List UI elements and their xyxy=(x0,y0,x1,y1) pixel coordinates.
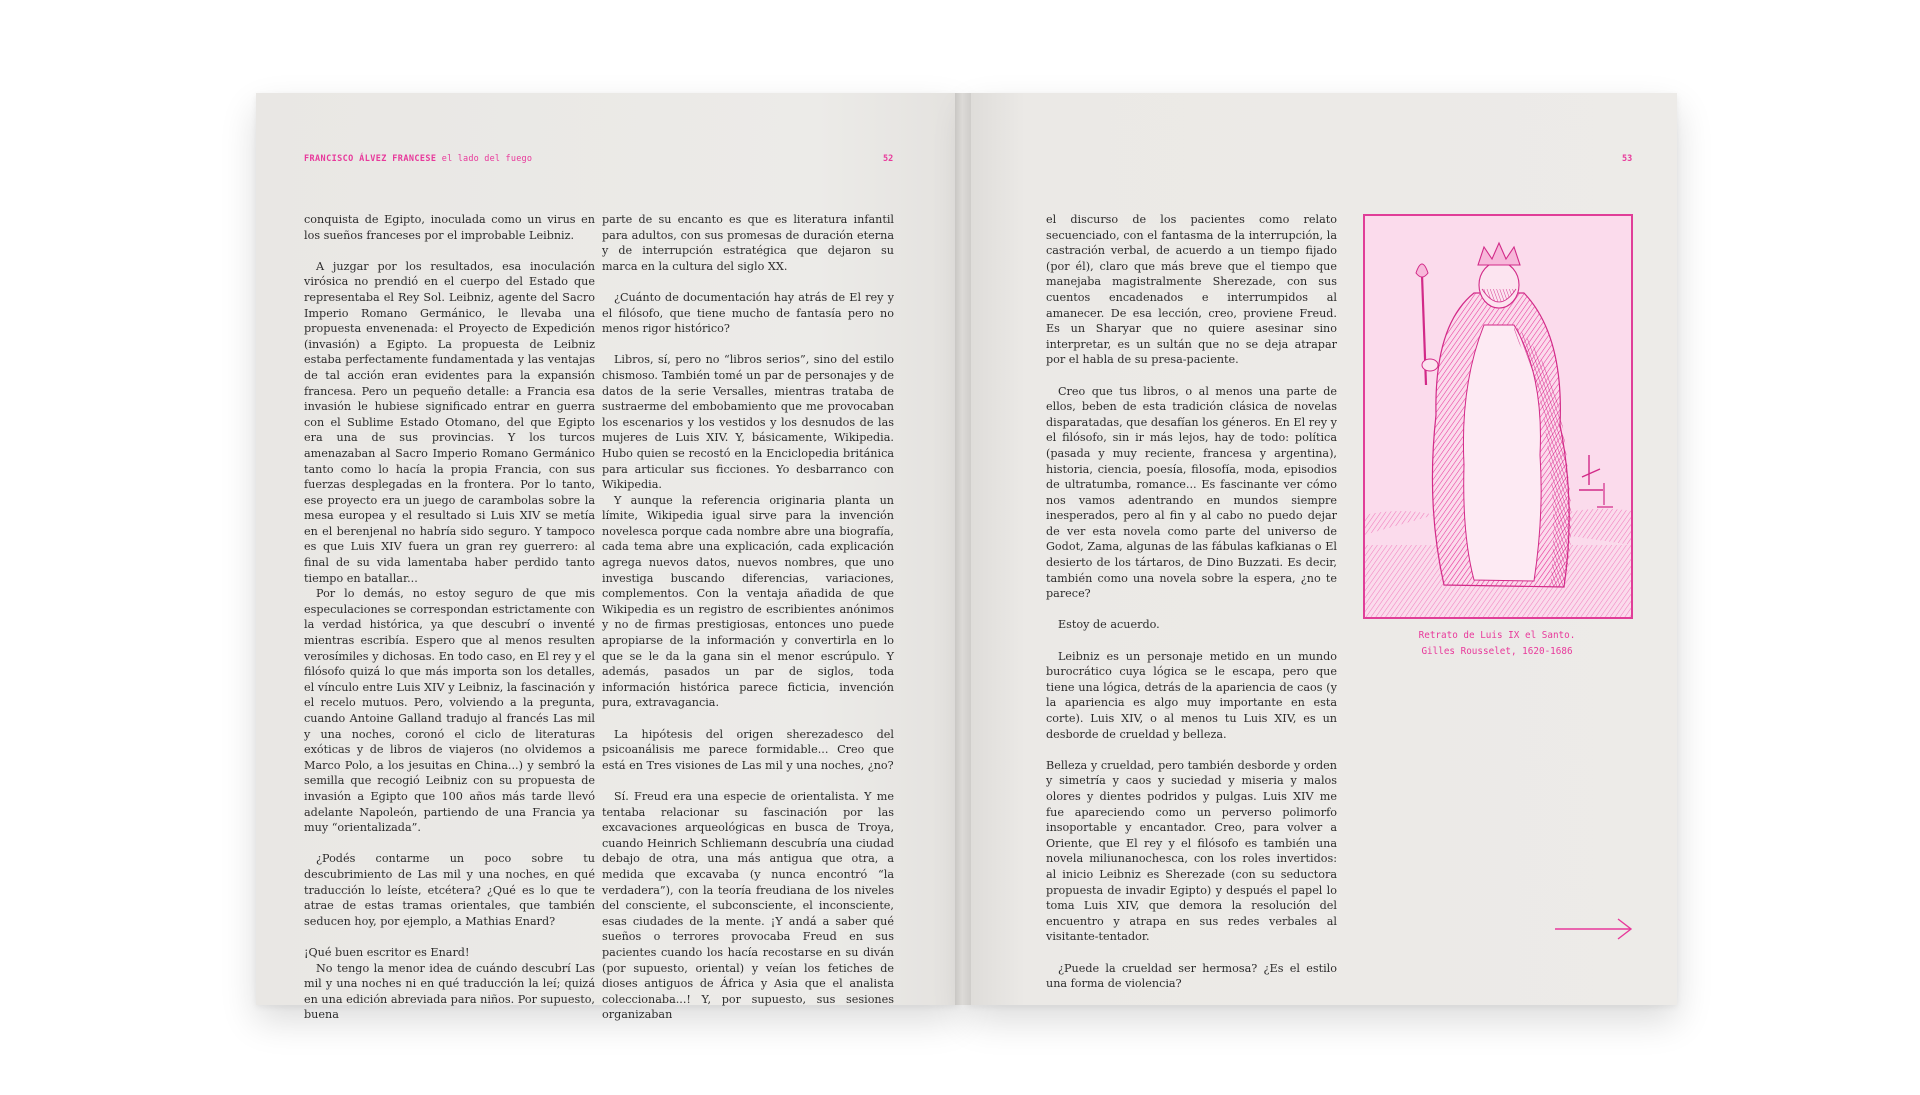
page-number-left: 52 xyxy=(883,154,894,164)
paragraph: Sí. Freud era una especie de orientalista. Y me tentaba relacionar su fascinación por las excavaciones arqueológicas en busca de Troya, cuando Heinrich Schliemann descubría una ciudad debajo de otra, una más antigua que otra, a medida que excavaba (y nunca encontró “la verdadera”), con la teoría freudiana de los niveles del consciente, el subconsciente, el inconsciente, esas ciudades de la mente. ¡Y andá a saber qué sueños o terrores provocaba Freud en sus pacientes cuando los hacía recostarse en su diván (por supuesto, oriental) y veían los fetiches de dioses antiguos de África y Asia que el analista coleccionaba...! Y, por supuesto, sus sesiones organizaban xyxy=(602,789,894,1022)
left-page-column-2 xyxy=(602,212,894,1023)
paragraph: Por lo demás, no estoy seguro de que mis especulaciones se correspondan estrictamente con la verdad histórica, ya que descubrí o inventé mientras escribía. Espero que al menos resulten verosímiles y dichosas. En todo caso, en El rey y el filósofo quizá lo que más importa son los detalles, el vínculo entre Luis XIV y Leibniz, la fascinación y el recelo mutuos. Pero, volviendo a la pregunta, cuando Antoine Galland tradujo al francés Las mil y una noches, coronó el ciclo de literaturas exóticas y de libros de viajeros (no olvidemos a Marco Polo, a los jesuitas en China...) y sembró la semilla que recogió Leibniz con su propuesta de invasión a Egipto que 100 años más tarde llevó adelante Napoleón, partiendo de una Francia ya muy “orientalizada”. xyxy=(304,587,595,835)
paragraph: Belleza y crueldad, pero también desborde y orden y simetría y caos y suciedad y miseria y malos olores y dientes podridos y pulgas. Luis XIV me fue apareciendo como un perverso polimorfo insoportable y encantador. Creo, para volver a Oriente, que El rey y el filósofo es también una novela miliunanochesca, con los roles invertidos: al inicio Leibniz es Sherezade (con su seductora propuesta de invadir Egipto) y después el papel lo toma Luis XIV, que demora la resolución del encuentro y atrapa en sus redes verbales al visitante-tentador. xyxy=(1046,758,1337,944)
running-head-author: FRANCISCO ÁLVEZ FRANCESE xyxy=(304,154,437,164)
caption-line-1: Retrato de Luis IX el Santo. xyxy=(1418,630,1576,641)
paragraph: el discurso de los pacientes como relato secuenciado, con el fantasma de la interrupción, la castración verbal, de acuerdo a un tiempo fijado (por él), claro que más breve que el tiempo que manejaba magistralmente Sherezade, con sus cuentos encadenados e interrumpidos al amanecer. De esa lección, creo, proviene Freud. Es un Sharyar que no quiere asesinar sino interpretar, es un sultán que no se deja atrapar por el habla de su presa-paciente. xyxy=(1046,213,1337,367)
question-paragraph: ¿Puede la crueldad ser hermosa? ¿Es el estilo una forma de violencia? xyxy=(1046,961,1337,991)
paragraph: ¡Qué buen escritor es Enard! xyxy=(304,945,470,959)
question-paragraph: Creo que tus libros, o al menos una parte de ellos, beben de esta tradición clásica de novelas disparatadas, que desafían los géneros. En El rey y el filósofo, sin ir más lejos, hay de todo: política (pasada y muy reciente, francesa y argentina), historia, ciencia, poesía, filosofía, moda, episodios de ultratumba, romance... Es fascinante ver cómo nos vamos adentrando en mundos siempre inesperados, pero al fin y al cabo no puedo dejar de ver esta novela como parte del universo de Godot, Zama, algunas de las fábulas kafkianas o El desierto de los tártaros, de Dino Buzzati. Es decir, también como una novela sobre la espera, ¿no te parece? xyxy=(1046,384,1337,601)
left-page-column-1 xyxy=(304,212,595,1023)
paragraph: Estoy de acuerdo. xyxy=(1058,618,1160,632)
right-page-column-1 xyxy=(1046,212,1337,992)
figure-caption xyxy=(1363,628,1631,659)
paragraph: Libros, sí, pero no “libros serios”, sino del estilo chismoso. También tomé un par de personajes y de datos de la serie Versalles, mientras trataba de sustraerme del embobamiento que me provocaban los escenarios y los vestidos y los desnudos de las mujeres de Luis XIV. Y, básicamente, Wikipedia. Hubo quien se recostó en la Enciclopedia británica para articular sus ficciones. Yo desbarranco con Wikipedia. xyxy=(602,353,894,492)
book-gutter xyxy=(955,93,971,1005)
paragraph: A juzgar por los resultados, esa inoculación virósica no prendió en el cuerpo del Estado que representaba el Rey Sol. Leibniz, agente del Sacro Imperio Romano Germánico, le llevaba una propuesta envenenada: el Proyecto de Expedición (invasión) a Egipto. La propuesta de Leibniz estaba perfectamente fundamentada y las ventajas de tal acción eran evidentes para la expansión francesa. Pero un pequeño detalle: a Francia esa invasión le hubiese significado entrar en guerra con el Sublime Estado Otomano, del que Egipto era una de sus provincias. Y los turcos amenazaban al Sacro Imperio Romano Germánico tanto como lo hacía la propia Francia, con sus fuerzas desplegadas en la frontera. Por lo tanto, ese proyecto era un juego de carambolas sobre la mesa europea y el resultado si Luis XIV se metía en el berenjenal no habría sido seguro. Y tampoco es que Luis XIV fuera un gran rey guerrero: al final de su vida lamentaba haber perdido tanto tiempo en batallar... xyxy=(304,259,595,585)
caption-line-2: Gilles Rousselet, 1620-1686 xyxy=(1421,645,1573,657)
right-arrow-icon xyxy=(1555,918,1633,940)
question-paragraph: La hipótesis del origen sherezadesco del psicoanálisis me parece formidable... Creo que está en Tres visiones de Las mil y una noches, ¿no? xyxy=(602,727,894,772)
page-number-right: 53 xyxy=(1622,154,1633,164)
paragraph: Leibniz es un personaje metido en un mundo burocrático cuya lógica se le escapa, pero que tiene una lógica, detrás de la apariencia de caos (y la apariencia es algo muy importante en esta corte). Luis XIV, o al menos tu Luis XIV, es un desborde de crueldad y belleza. xyxy=(1046,649,1337,741)
question-paragraph: ¿Podés contarme un poco sobre tu descubrimiento de Las mil y una noches, en qué traducción lo leíste, etcétera? ¿Qué es lo que te atrae de estas tramas orientales, que también seducen hoy, por ejemplo, a Mathias Enard? xyxy=(304,852,595,928)
paragraph: No tengo la menor idea de cuándo descubrí Las mil y una noches ni en qué traducción la leí; quizá en una edición abreviada para niños. Por supuesto, buena xyxy=(304,961,595,1022)
paragraph: conquista de Egipto, inoculada como un virus en los sueños franceses por el improbable Leibniz. xyxy=(304,213,595,242)
king-portrait-image xyxy=(1364,215,1632,618)
question-paragraph: ¿Cuánto de documentación hay atrás de El rey y el filósofo, que tiene mucho de fantasía pero no menos rigor histórico? xyxy=(602,290,894,336)
running-head xyxy=(304,154,532,166)
paragraph: Y aunque la referencia originaria planta un límite, Wikipedia igual sirve para la invención novelesca porque cada nombre abre una biografía, cada tema abre una explicación, cada explicación agrega nuevos datos, nuevos nombres, que uno investiga buscando diferencias, variaciones, complementos. Con la ventaja añadida de que Wikipedia es un registro de escribientes anónimos y no de firmas prestigiosas, entonces uno puede apropiarse de la información y convertirla en lo que se le da la gana sin el menor escrúpulo. Y además, pasados un par de siglos, toda información histórica parece ficticia, invención pura, extravagancia. xyxy=(602,493,894,710)
running-head-title: el lado del fuego xyxy=(441,154,533,164)
portrait-engraving xyxy=(1363,214,1633,619)
paragraph: parte de su encanto es que es literatura infantil para adultos, con sus promesas de duración eterna y de interrupción estratégica que dejaron su marca en la cultura del siglo XX. xyxy=(602,213,894,273)
